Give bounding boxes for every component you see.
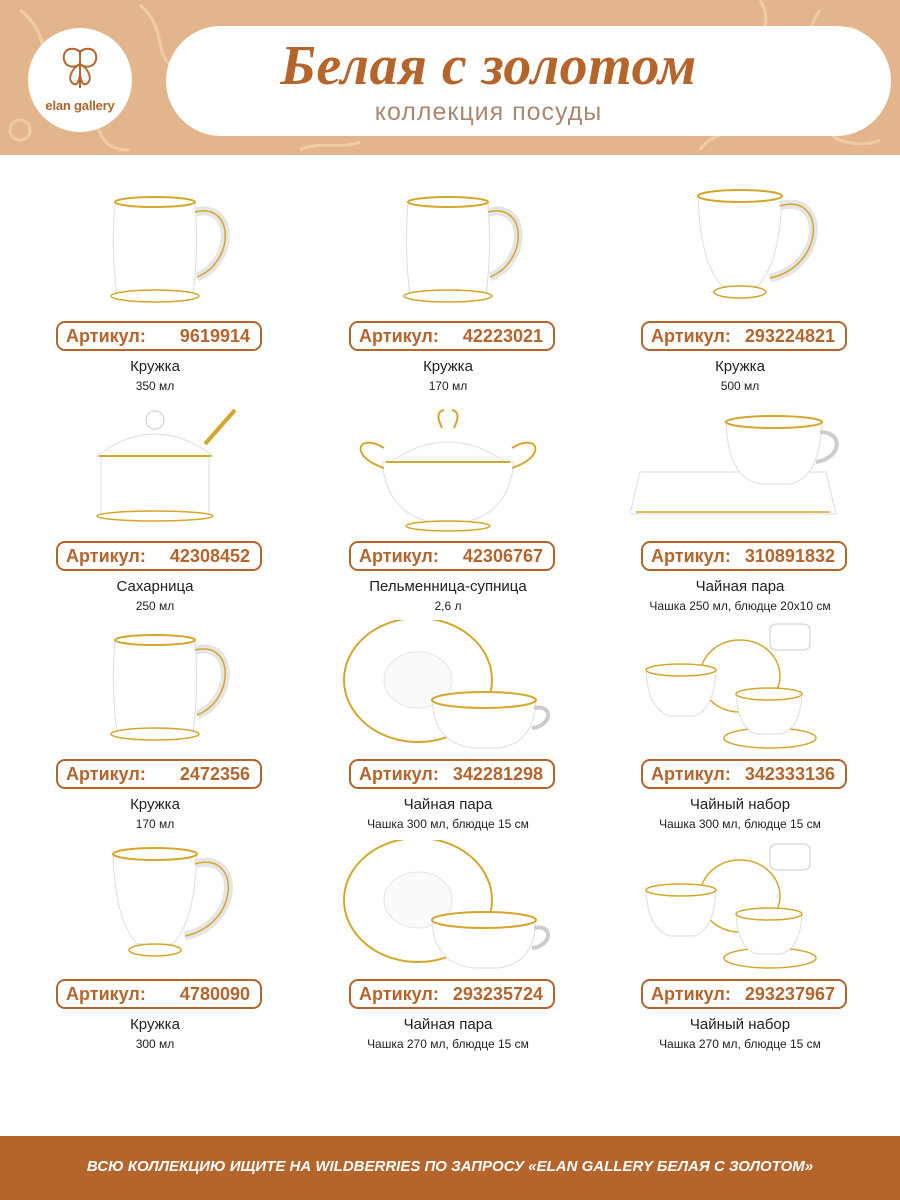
- sku-number: 9619914: [179, 326, 250, 346]
- sku-number: 42306767: [462, 546, 543, 566]
- page-subtitle: коллекция посуды: [374, 98, 603, 126]
- sku-label: Артикул:: [66, 984, 146, 1004]
- sku-number: 342333136: [744, 764, 835, 784]
- sku-number: 310891832: [744, 546, 835, 566]
- mug-icon: [45, 182, 265, 312]
- sku-badge: [56, 759, 262, 789]
- sku-badge: [641, 979, 847, 1009]
- product-card[interactable]: [298, 402, 598, 622]
- sku-number: 42308452: [169, 546, 250, 566]
- sku-number: 2472356: [179, 764, 250, 784]
- sku-number: 4780090: [179, 984, 250, 1004]
- cup-and-saucer-icon: [338, 620, 558, 750]
- sku-label: Артикул:: [66, 546, 146, 566]
- product-card[interactable]: [590, 402, 890, 622]
- mug-icon: [338, 182, 558, 312]
- sku-badge: [641, 541, 847, 571]
- product-card[interactable]: [590, 840, 890, 1060]
- tea-set-icon: [630, 840, 850, 970]
- product-description: 350 мл: [135, 379, 175, 393]
- product-name: Чайная пара: [403, 1016, 493, 1033]
- sku-badge: [56, 321, 262, 351]
- product-name: Кружка: [130, 358, 180, 375]
- tall-mug-icon: [630, 182, 850, 312]
- product-name: Кружка: [715, 358, 765, 375]
- sku-label: Артикул:: [359, 546, 439, 566]
- sku-label: Артикул:: [359, 326, 439, 346]
- sugar-bowl-icon: [45, 402, 265, 532]
- product-description: 250 мл: [135, 599, 175, 613]
- page-title: Белая с золотом: [280, 35, 697, 97]
- mug-icon: [45, 620, 265, 750]
- sku-badge: [56, 541, 262, 571]
- brand-name: elan gallery: [45, 98, 115, 113]
- product-name: Чайная пара: [695, 578, 785, 595]
- header-banner: [0, 0, 900, 155]
- tea-set-icon: [630, 620, 850, 750]
- product-card[interactable]: [590, 620, 890, 840]
- product-name: Чайный набор: [689, 1016, 791, 1033]
- product-card[interactable]: [5, 840, 305, 1060]
- product-card[interactable]: [590, 182, 890, 402]
- product-description: Чашка 270 мл, блюдце 15 см: [367, 1037, 529, 1051]
- tall-mug-icon: [45, 840, 265, 970]
- product-description: 170 мл: [428, 379, 468, 393]
- product-card[interactable]: [5, 620, 305, 840]
- product-card[interactable]: [298, 182, 598, 402]
- sku-label: Артикул:: [651, 326, 731, 346]
- product-card[interactable]: [5, 402, 305, 622]
- sku-number: 342281298: [452, 764, 543, 784]
- product-description: 300 мл: [135, 1037, 175, 1051]
- product-description: 500 мл: [720, 379, 760, 393]
- cup-and-tray-icon: [630, 402, 850, 532]
- sku-label: Артикул:: [651, 764, 731, 784]
- product-description: Чашка 300 мл, блюдце 15 см: [367, 817, 529, 831]
- sku-badge: [641, 321, 847, 351]
- footer-banner: [0, 1136, 900, 1200]
- product-name: Чайный набор: [689, 796, 791, 813]
- sku-badge: [349, 541, 555, 571]
- footer-text: ВСЮ КОЛЛЕКЦИЮ ИЩИТЕ НА WILDBERRIES ПО ЗАПРОСУ «ELAN GALLERY БЕЛАЯ С ЗОЛОТОМ»: [86, 1158, 814, 1175]
- sku-number: 293224821: [744, 326, 835, 346]
- sku-number: 293235724: [452, 984, 543, 1004]
- cup-and-saucer-icon: [338, 840, 558, 970]
- product-name: Кружка: [130, 1016, 180, 1033]
- sku-label: Артикул:: [66, 326, 146, 346]
- product-description: Чашка 270 мл, блюдце 15 см: [659, 1037, 821, 1051]
- product-card[interactable]: [5, 182, 305, 402]
- product-description: Чашка 250 мл, блюдце 20х10 см: [649, 599, 831, 613]
- sku-badge: [349, 979, 555, 1009]
- title-banner: [166, 26, 891, 136]
- sku-badge: [56, 979, 262, 1009]
- sku-label: Артикул:: [651, 546, 731, 566]
- product-description: Чашка 300 мл, блюдце 15 см: [659, 817, 821, 831]
- product-name: Чайная пара: [403, 796, 493, 813]
- butterfly-icon: [58, 44, 102, 94]
- sku-label: Артикул:: [359, 984, 439, 1004]
- sku-label: Артикул:: [651, 984, 731, 1004]
- sku-badge: [641, 759, 847, 789]
- product-card[interactable]: [298, 840, 598, 1060]
- product-description: 2,6 л: [434, 599, 462, 613]
- product-name: Кружка: [130, 796, 180, 813]
- tureen-icon: [338, 402, 558, 532]
- product-name: Кружка: [423, 358, 473, 375]
- product-card[interactable]: [298, 620, 598, 840]
- product-name: Пельменница-супница: [369, 578, 527, 595]
- product-name: Сахарница: [116, 578, 194, 595]
- sku-label: Артикул:: [66, 764, 146, 784]
- sku-badge: [349, 759, 555, 789]
- brand-logo: [28, 28, 132, 132]
- sku-label: Артикул:: [359, 764, 439, 784]
- sku-number: 42223021: [462, 326, 543, 346]
- sku-number: 293237967: [744, 984, 835, 1004]
- product-description: 170 мл: [135, 817, 175, 831]
- sku-badge: [349, 321, 555, 351]
